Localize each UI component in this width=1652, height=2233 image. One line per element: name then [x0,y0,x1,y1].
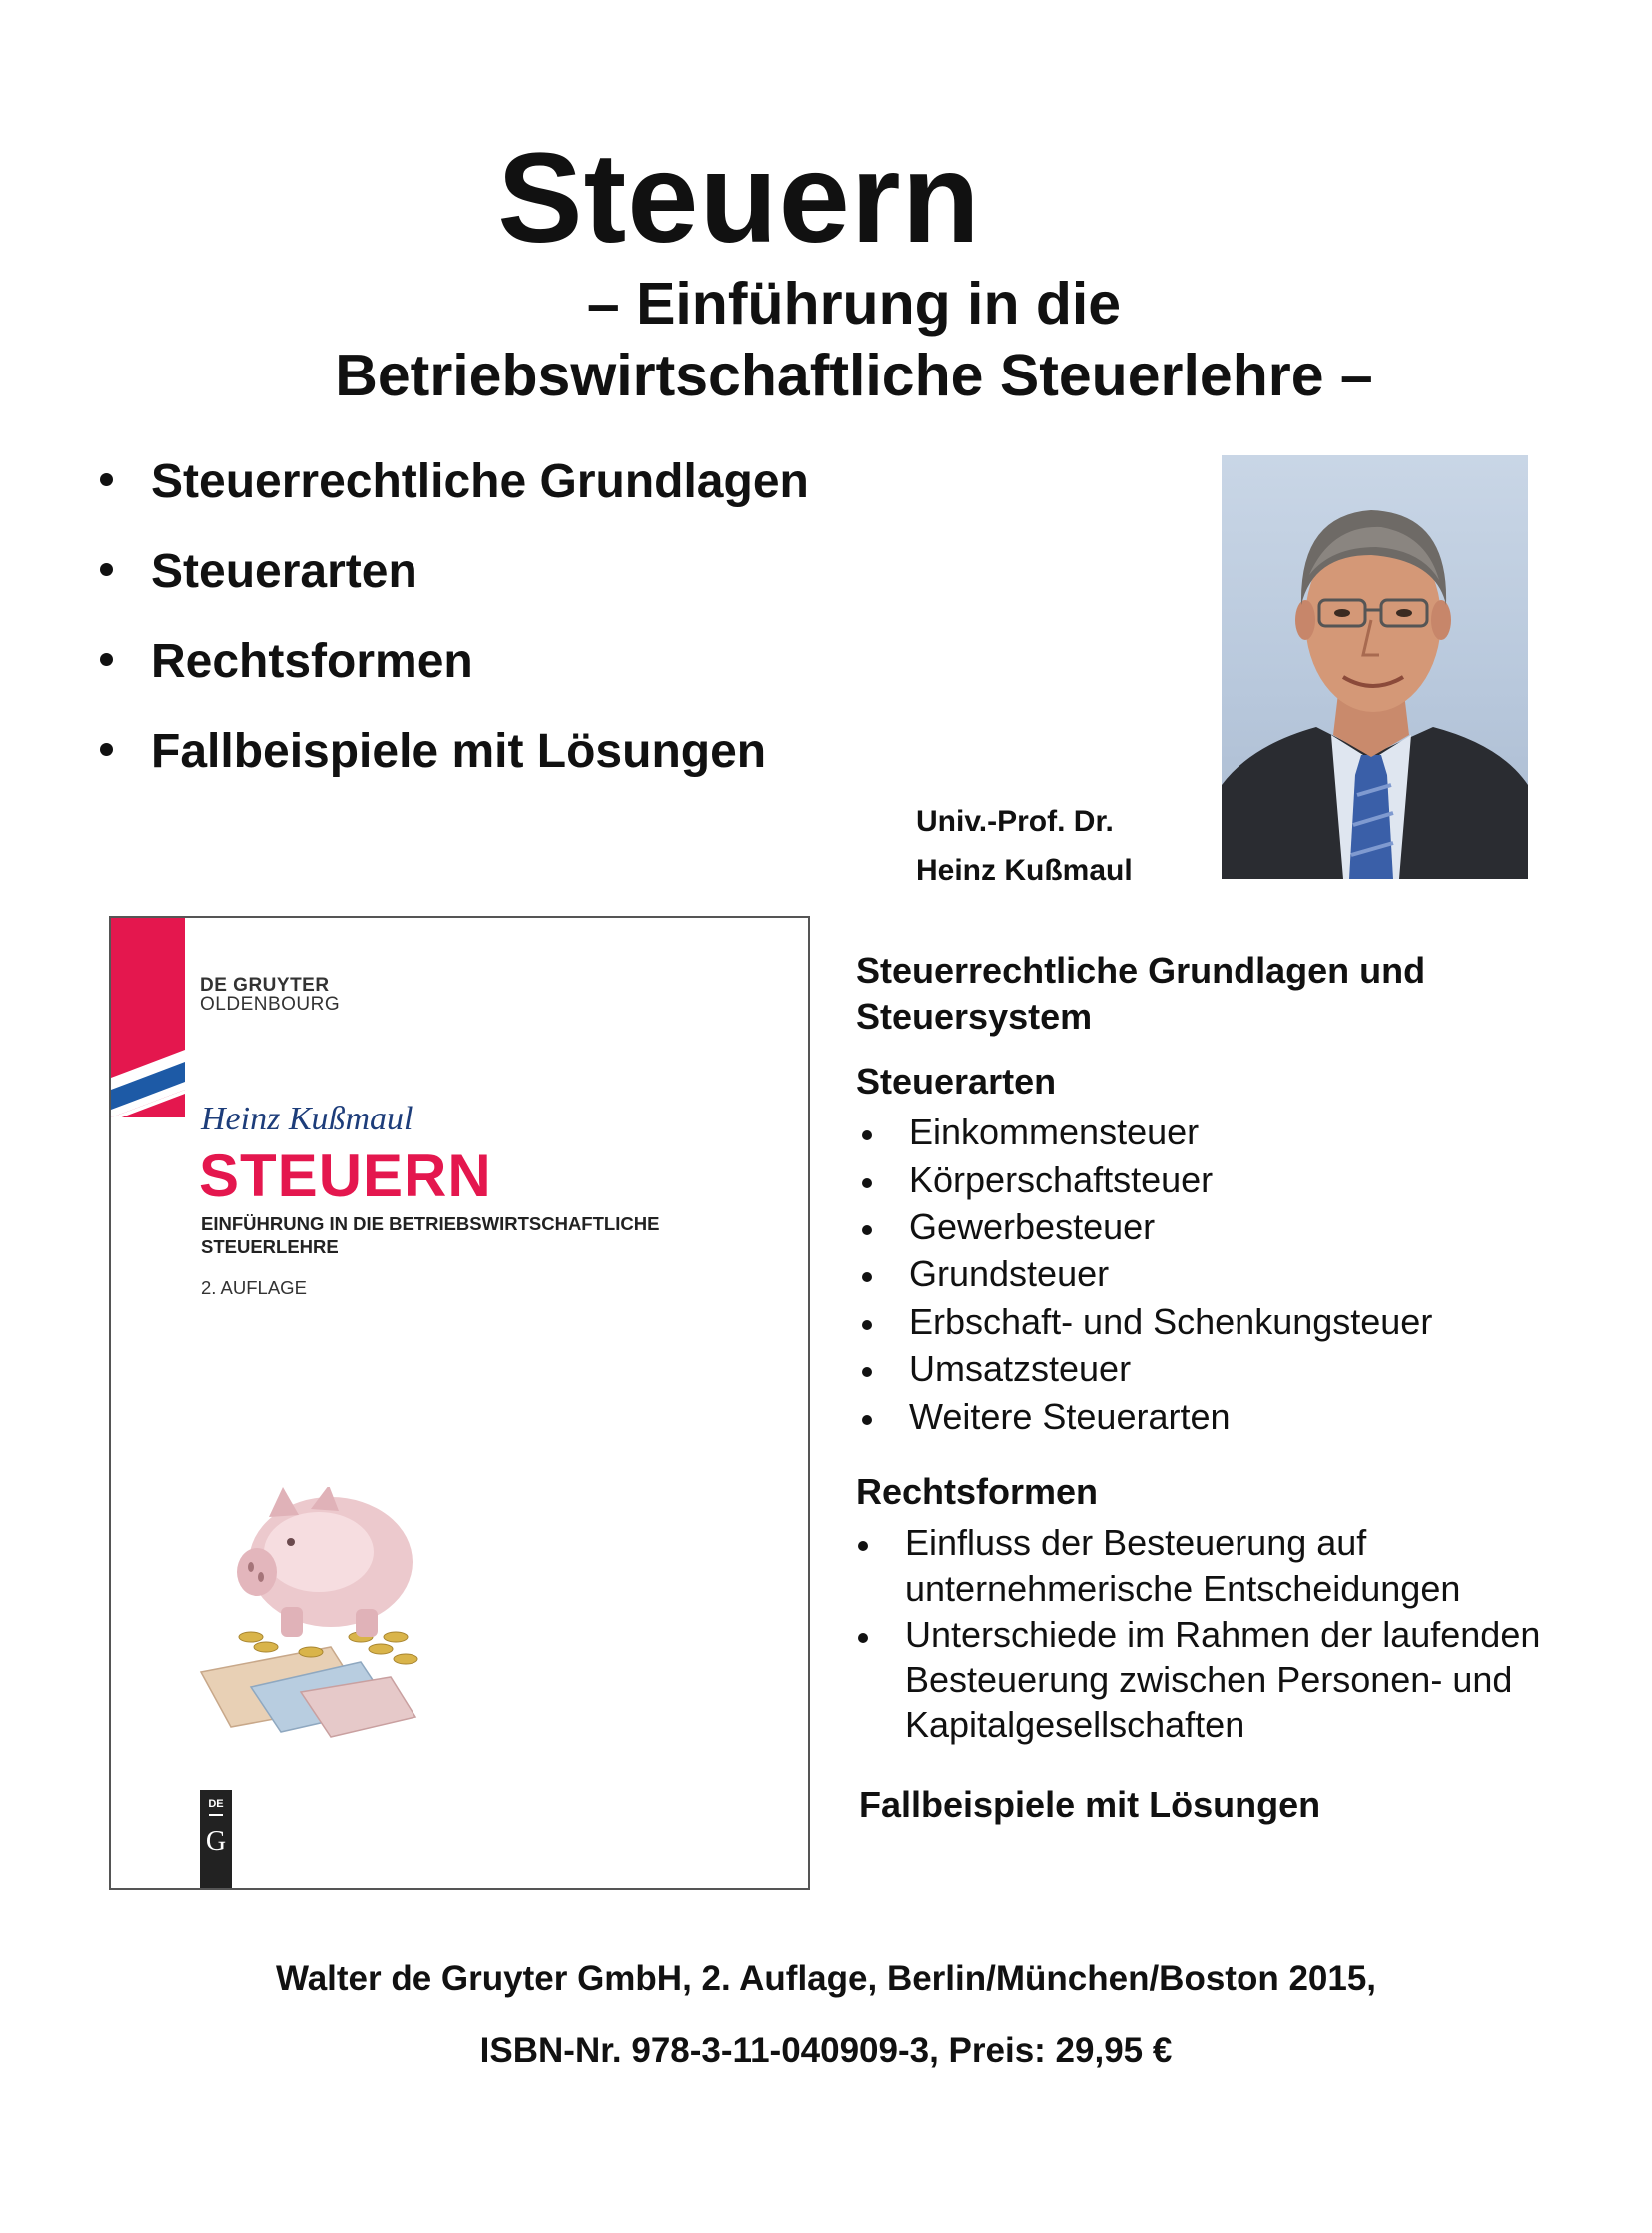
bullet-icon [858,1633,868,1643]
bullet-icon [862,1415,872,1425]
book-cover [109,916,810,1890]
list-item: Erbschaft- und Schenkungsteuer [909,1301,1433,1342]
bullet-icon [862,1272,872,1282]
bullet-icon [862,1178,872,1188]
section-heading: Steuerrechtliche Grundlagen und [856,950,1426,991]
section-heading: Rechtsformen [856,1471,1099,1512]
bullet-icon [100,653,113,666]
author-title: Univ.-Prof. Dr. [916,805,1114,838]
page-title: Steuern [497,127,981,270]
list-item-continuation: Besteuerung zwischen Personen- und [905,1659,1513,1700]
piggy-bank-icon [191,1487,470,1747]
page-subtitle-line1: – Einführung in die [586,271,1122,337]
section-heading: Fallbeispiele mit Lösungen [859,1784,1321,1825]
author-portrait-image [1222,455,1528,879]
cover-author: Heinz Kußmaul [201,1101,413,1137]
list-item: Einfluss der Besteuerung auf [905,1522,1367,1563]
list-item-continuation: unternehmerische Entscheidungen [905,1568,1461,1609]
cover-publisher-line1: DE GRUYTER [200,975,330,996]
bullet-icon [100,743,113,756]
topic-item: Fallbeispiele mit Lösungen [100,724,766,779]
section-heading: Steuersystem [856,996,1093,1037]
page-subtitle-line2: Betriebswirtschaftliche Steuerlehre – [335,343,1373,408]
bullet-icon [862,1130,872,1140]
list-item: Einkommensteuer [909,1112,1200,1152]
list-item-continuation: Kapitalgesellschaften [905,1704,1245,1745]
list-item: Umsatzsteuer [909,1348,1132,1389]
author-name: Heinz Kußmaul [916,854,1133,887]
list-item: Körperschaftsteuer [909,1159,1214,1200]
bullet-icon [862,1320,872,1330]
isbn-price-info: ISBN-Nr. 978-3-11-040909-3, Preis: 29,95 € [479,2031,1173,2070]
cover-stripe-graphic [111,918,185,1157]
topic-item: Steuerarten [100,544,417,599]
cover-subtitle-line1: EINFÜHRUNG IN DIE BETRIEBSWIRTSCHAFTLICHE [201,1213,660,1234]
bullet-icon [100,563,113,576]
cover-title: STEUERN [199,1142,492,1209]
author-portrait [1222,455,1528,879]
topic-item: Rechtsformen [100,634,473,689]
cover-edition: 2. AUFLAGE [201,1277,307,1298]
cover-subtitle-line2: STEUERLEHRE [201,1236,339,1257]
cover-publisher-line2: OLDENBOURG [200,994,341,1015]
section-heading: Steuerarten [856,1061,1057,1102]
list-item: Gewerbesteuer [909,1206,1156,1247]
publication-info: Walter de Gruyter GmbH, 2. Auflage, Berlin/München/Boston 2015, [275,1959,1377,1998]
topic-item: Steuerrechtliche Grundlagen [100,454,809,509]
bullet-icon [862,1225,872,1235]
list-item: Unterschiede im Rahmen der laufenden [905,1614,1541,1655]
list-item: Weitere Steuerarten [909,1396,1231,1437]
list-item: Grundsteuer [909,1253,1110,1294]
publisher-logo: DE G [200,1790,232,1889]
bullet-icon [862,1367,872,1377]
bullet-icon [858,1541,868,1551]
bullet-icon [100,473,113,486]
